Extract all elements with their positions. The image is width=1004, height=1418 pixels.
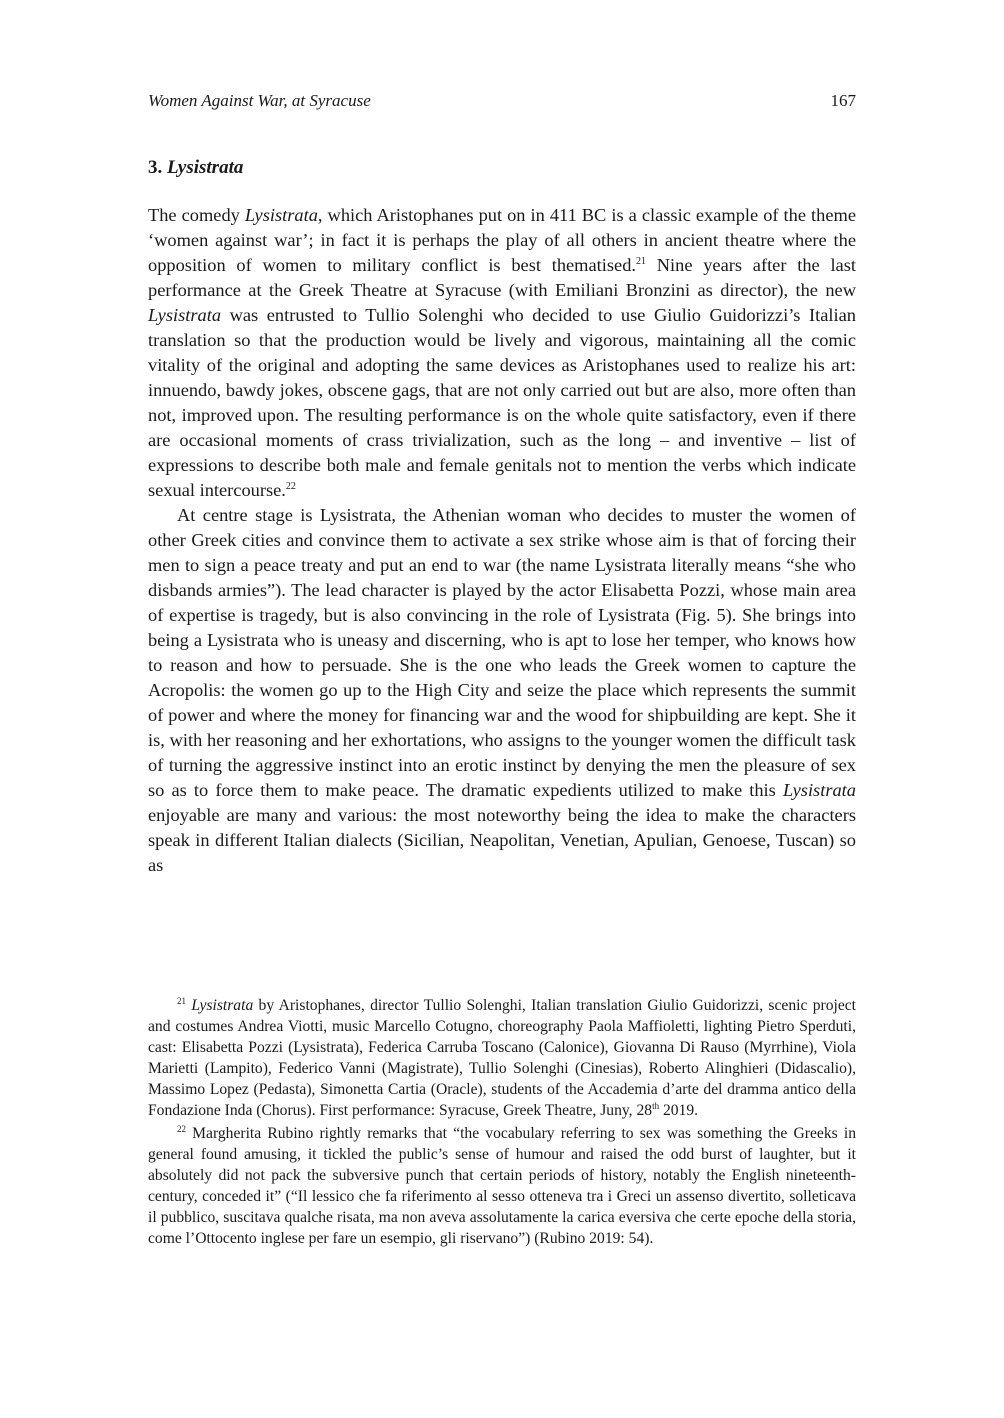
footnote-text: by Aristophanes, director Tullio Solenghi, Italian translation Giulio Guidorizzi, scenic project and costumes Andrea Viotti, music Marcello Cotugno, choreography Paola Maffioletti, lighting Pietro Sperduti, cast: Elisabetta Pozzi (Lysistrata), Federica Carruba Toscano (Calonice), Giovanna Di Rauso (Myrrhine), Viola Marietti (Lampito), Federico Vanni (Magistrate), Tullio Solenghi (Cinesias), Roberto Alinghieri (Didascalio), Massimo Lopez (Pedasta), Simonetta Cartia (Oracle), students of the Accademia d’arte del dramma antico della Fondazione Inda (Chorus). First performance: Syracuse, Greek Theatre, Juny, 28 [148,997,856,1119]
paragraph-1-text: , which Aristophanes put on in 411 BC is a classic example of the theme ‘women against war’; in fact it is perhaps the play of all others in ancient theatre where the opposition of women to military conflict is best thematised. [148,205,856,275]
footnote-ref-21[interactable]: 21 [635,256,646,267]
footnote-text: Margherita Rubino rightly remarks that “the vocabulary referring to sex was something the Greeks in general found amusing, it tickled the public’s sense of humour and raised the odd burst of laughter, but it absolutely did not pack the subversive punch that certain periods of history, notably the English nineteenth-century, conceded it” (“Il lessico che fa riferimento al sesso otteneva tra i Greci un assenso divertito, solleticava il pubblico, suscitava qualche risata, ma non aveva assolutamente la carica eversiva che certe epoche della storia, come l’Ottocento inglese per fare un esempio, gli riservano”) (Rubino 2019: 54). [148,1125,856,1247]
footnote-text-end: 2019. [659,1102,699,1119]
main-text [148,203,856,878]
footnote-number: 21 [177,996,186,1006]
ordinal-suffix: th [652,1101,660,1111]
paragraph-2 [148,503,856,878]
footnote-ref-22[interactable]: 22 [285,481,296,492]
running-head-title: Women Against War, at Syracuse [148,91,371,110]
footnote-22 [148,1123,856,1249]
footnote-title: Lysistrata [191,997,254,1014]
paragraph-1-text: was entrusted to Tullio Solenghi who decided to use Giulio Guidorizzi’s Italian translation so that the production would be lively and vigorous, maintaining all the comic vitality of the original and adopting the same devices as Aristophanes used to realize his art: innuendo, bawdy jokes, obscene gags, that are not only carried out but are also, more often than not, improved upon. The resulting performance is on the whole quite satisfactory, even if there are occasional moments of crass trivialization, such as the long – and inventive – list of expressions to describe both male and female genitals not to mention the verbs which indicate sexual intercourse. [148,305,856,500]
paragraph-2-text: enjoyable are many and various: the most noteworthy being the idea to make the characters speak in different Italian dialects (Sicilian, Neapolitan, Venetian, Apulian, Genoese, Tuscan) so as [148,805,856,875]
footnote-21 [148,995,856,1121]
paragraph-1 [148,203,856,503]
paragraph-1-title: Lysistrata [244,205,318,225]
paragraph-1-text: The comedy [148,205,245,225]
section-number: 3. [148,157,163,178]
footnotes [148,995,856,1249]
section-title: Lysistrata [167,157,244,178]
footnote-number: 22 [177,1124,186,1134]
paragraph-2-title: Lysistrata [782,780,856,800]
paragraph-2-text: At centre stage is Lysistrata, the Athenian woman who decides to muster the women of other Greek cities and convince them to activate a sex strike whose aim is that of forcing their men to sign a peace treaty and put an end to war (the name Lysistrata literally means “she who disbands armies”). The lead character is played by the actor Elisabetta Pozzi, whose main area of expertise is tragedy, but is also convincing in the role of Lysistrata (Fig. 5). She brings into being a Lysistrata who is uneasy and discerning, who is apt to lose her temper, who knows how to reason and how to persuade. She is the one who leads the Greek women to capture the Acropolis: the women go up to the High City and seize the place which represents the summit of power and where the money for financing war and the wood for shipbuilding are kept. She it is, with her reasoning and her exhortations, who assigns to the younger women the difficult task of turning the aggressive instinct into an erotic instinct by denying the men the pleasure of sex so as to force them to make peace. The dramatic expedients utilized to make this [148,505,856,800]
paragraph-1-text: Nine years after the last performance at the Greek Theatre at Syracuse (with Emiliani Bronzini as director), the new [148,255,856,300]
paragraph-1-title: Lysistrata [148,305,222,325]
page-number: 167 [830,91,856,110]
running-head [148,89,856,113]
section-heading [148,156,243,180]
